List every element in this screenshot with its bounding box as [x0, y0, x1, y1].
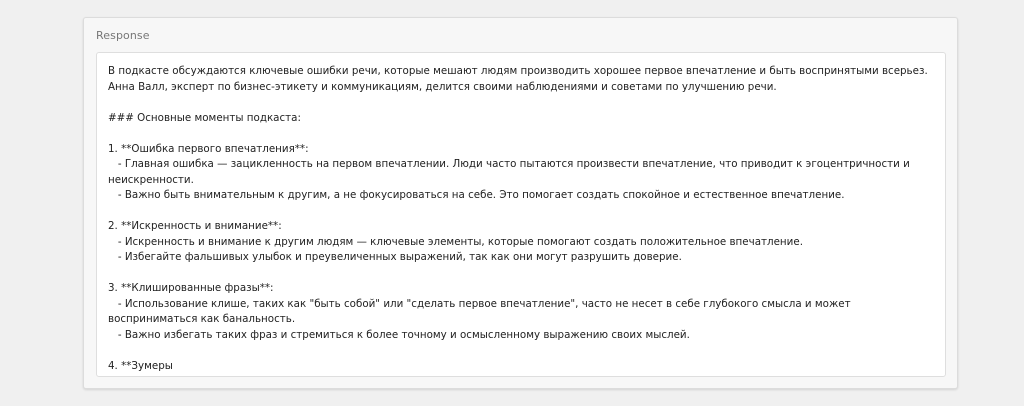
response-text: В подкасте обсуждаются ключевые ошибки речи, которые мешают людям производить хорошее первое впечатление и быть воспринятыми всерьез. Анна Валл, эксперт по бизнес-этикету и коммуникациям, делится своими наблюдениями и советами по улучшению речи. ### Основные моменты подкаста: 1. **Ошибка первого впечатления**: - Главная ошибка — зацикленность на первом впечатлении. Люди часто пытаются произвести впечатление, что приводит к эгоцентричности и неискренности. - Важно быть внимательным к другим, а не фокусироваться на себе. Это помогает создать спокойное и естественное впечатление. 2. **Искренность и внимание**: - Искренность и внимание к другим людям — ключевые элементы, которые помогают создать положительное впечатление. - Избегайте фальшивых улыбок и преувеличенных выражений, так как они могут разрушить доверие. 3. **Клишированные фразы**: - Использование клише, таких как "быть собой" или "сделать первое впечатление", часто не несет в себе глубокого смысла и может восприниматься как банальность. - Важно избегать таких фраз и стремиться к более точному и осмысленному выражению своих мыслей. 4. **Зумеры	[108, 65, 928, 372]
response-panel	[83, 17, 958, 389]
panel-title: Response	[96, 29, 150, 42]
response-textbox[interactable]	[96, 52, 946, 377]
